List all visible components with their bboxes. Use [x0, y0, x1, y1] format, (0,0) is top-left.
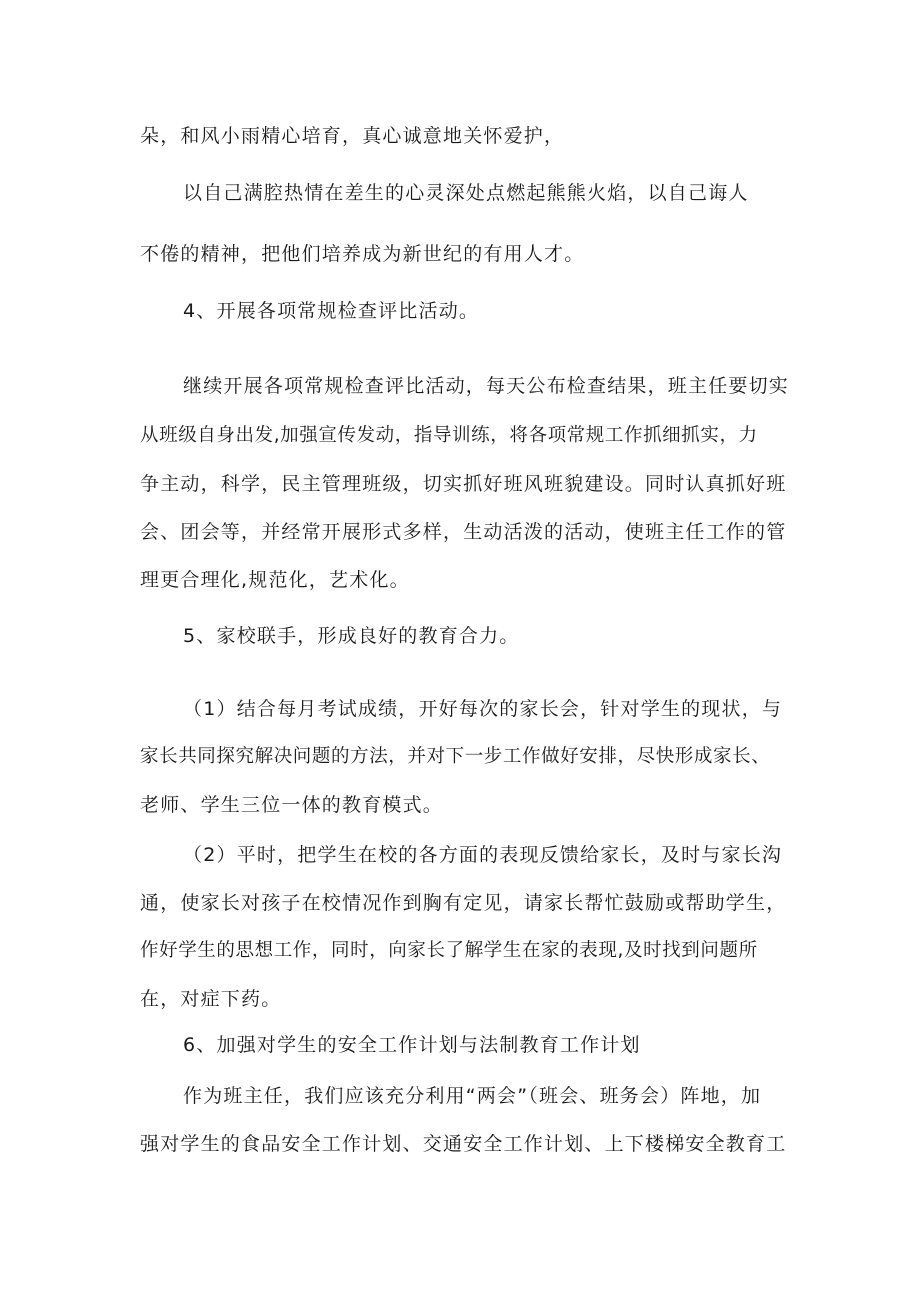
text-line: 从班级自身出发,加强宣传发动，指导训练，将各项常规工作抓细抓实，力: [140, 425, 758, 446]
text-line: （1）结合每月考试成绩，开好每次的家长会，针对学生的现状，与: [183, 698, 783, 720]
text-line: （2）平时，把学生在校的各方面的表现反馈给家长，及时与家长沟: [183, 844, 783, 866]
text-line: 作好学生的思想工作，同时，向家长了解学生在家的表现,及时找到问题所: [140, 940, 758, 961]
text-line: 会、团会等，并经常开展形式多样，生动活泼的活动，使班主任工作的管: [140, 521, 787, 543]
text-line: 在，对症下药。: [140, 988, 282, 1010]
text-line: 家长共同探究解决问题的方法，并对下一步工作做好安排，尽快形成家长、: [140, 746, 771, 767]
text-line: 作为班主任，我们应该充分利用“两会”（班会、班务会）阵地，加: [183, 1085, 762, 1107]
text-line: 老师、学生三位一体的教育模式。: [140, 794, 444, 816]
text-line: 继续开展各项常规检查评比活动，每天公布检查结果，班主任要切实: [183, 375, 790, 397]
section-heading-4: 4、开展各项常规检查评比活动。: [183, 300, 480, 322]
text-line: 争主动，科学，民主管理班级，切实抓好班风班貌建设。同时认真抓好班: [140, 473, 787, 495]
text-line: 通，使家长对孩子在校情况作到胸有定见，请家长帮忙鼓励或帮助学生，: [140, 892, 787, 914]
text-line: 朵，和风小雨精心培育，真心诚意地关怀爱护，: [140, 125, 565, 147]
section-heading-6: 6、加强对学生的安全工作计划与法制教育工作计划: [183, 1034, 641, 1056]
text-line: 以自己满腔热情在差生的心灵深处点燃起熊熊火焰，以自己诲人: [183, 182, 749, 204]
text-line: 理更合理化,规范化，艺术化。: [140, 569, 410, 591]
text-line: 强对学生的食品安全工作计划、交通安全工作计划、上下楼梯安全教育工: [140, 1133, 787, 1155]
section-heading-5: 5、家校联手，形成良好的教育合力。: [183, 625, 520, 647]
text-line: 不倦的精神，把他们培养成为新世纪的有用人才。: [140, 243, 585, 265]
